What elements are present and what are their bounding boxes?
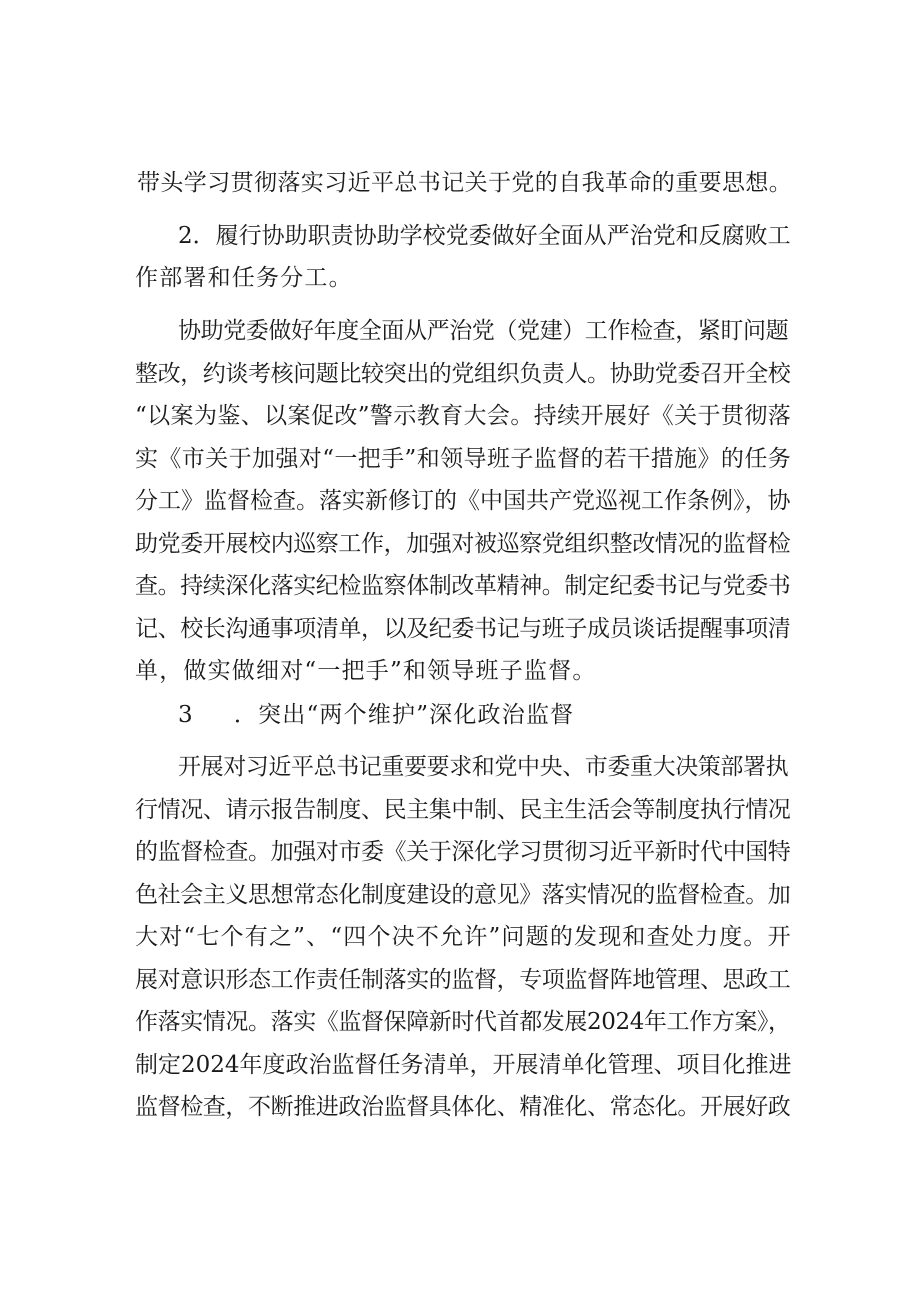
heading-2-line-2: 作部署和任务分工。 (135, 265, 353, 291)
para-2-line-4: 实《市关于加强对“一把手”和领导班子监督的若干措施》的任务 (135, 446, 792, 472)
heading-3-number: 3 (178, 702, 194, 728)
heading-3 (178, 700, 574, 730)
para-3-line-9: 监督检查，不断推进政治监督具体化、精准化、常态化。开展好政 (135, 1094, 791, 1120)
heading-3-text: ．突出“两个维护”深化政治监督 (233, 702, 575, 728)
para-2-line-2: 整改，约谈考核问题比较突出的党组织负责人。协助党委召开全校 (135, 361, 791, 387)
para-3-line-1: 开展对习近平总书记重要要求和党中央、市委重大决策部署执 (178, 754, 789, 780)
para-2-line-7: 查。持续深化落实纪检监察体制改革精神。制定纪委书记与党委书 (135, 573, 791, 599)
para-2-line-9: 单，做实做细对“一把手”和领导班子监督。 (135, 658, 597, 684)
para-2-line-3: “以案为鉴、以案促改”警示教育大会。持续开展好《关于贯彻落 (135, 403, 792, 429)
heading-2-line-1: 2．履行协助职责协助学校党委做好全面从严治党和反腐败工 (178, 223, 791, 249)
para-3-line-7: 作落实情况。落实《监督保障新时代首都发展2024年工作方案》， (135, 1009, 791, 1035)
para-3-line-2: 行情况、请示报告制度、民主集中制、民主生活会等制度执行情况 (135, 797, 791, 823)
para-3-line-4: 色社会主义思想常态化制度建设的意见》落实情况的监督检查。加 (135, 882, 791, 908)
para-2-line-1: 协助党委做好年度全面从严治党（党建）工作检查，紧盯问题 (178, 318, 789, 344)
para-2-line-8: 记、校长沟通事项清单，以及纪委书记与班子成员谈话提醒事项清 (135, 616, 791, 642)
continuation-line: 带头学习贯彻落实习近平总书记关于党的自我革命的重要思想。 (137, 170, 793, 196)
para-2-line-6: 助党委开展校内巡察工作，加强对被巡察党组织整改情况的监督检 (135, 531, 791, 557)
para-3-line-6: 展对意识形态工作责任制落实的监督，专项监督阵地管理、思政工 (135, 967, 791, 993)
para-3-line-3: 的监督检查。加强对市委《关于深化学习贯彻习近平新时代中国特 (135, 839, 791, 865)
para-3-line-5: 大对“七个有之”、“四个决不允许”问题的发现和查处力度。开 (135, 924, 792, 950)
para-3-line-8: 制定2024年度政治监督任务清单，开展清单化管理、项目化推进 (135, 1052, 792, 1078)
para-2-line-5: 分工》监督检查。落实新修订的《中国共产党巡视工作条例》，协 (135, 488, 791, 514)
